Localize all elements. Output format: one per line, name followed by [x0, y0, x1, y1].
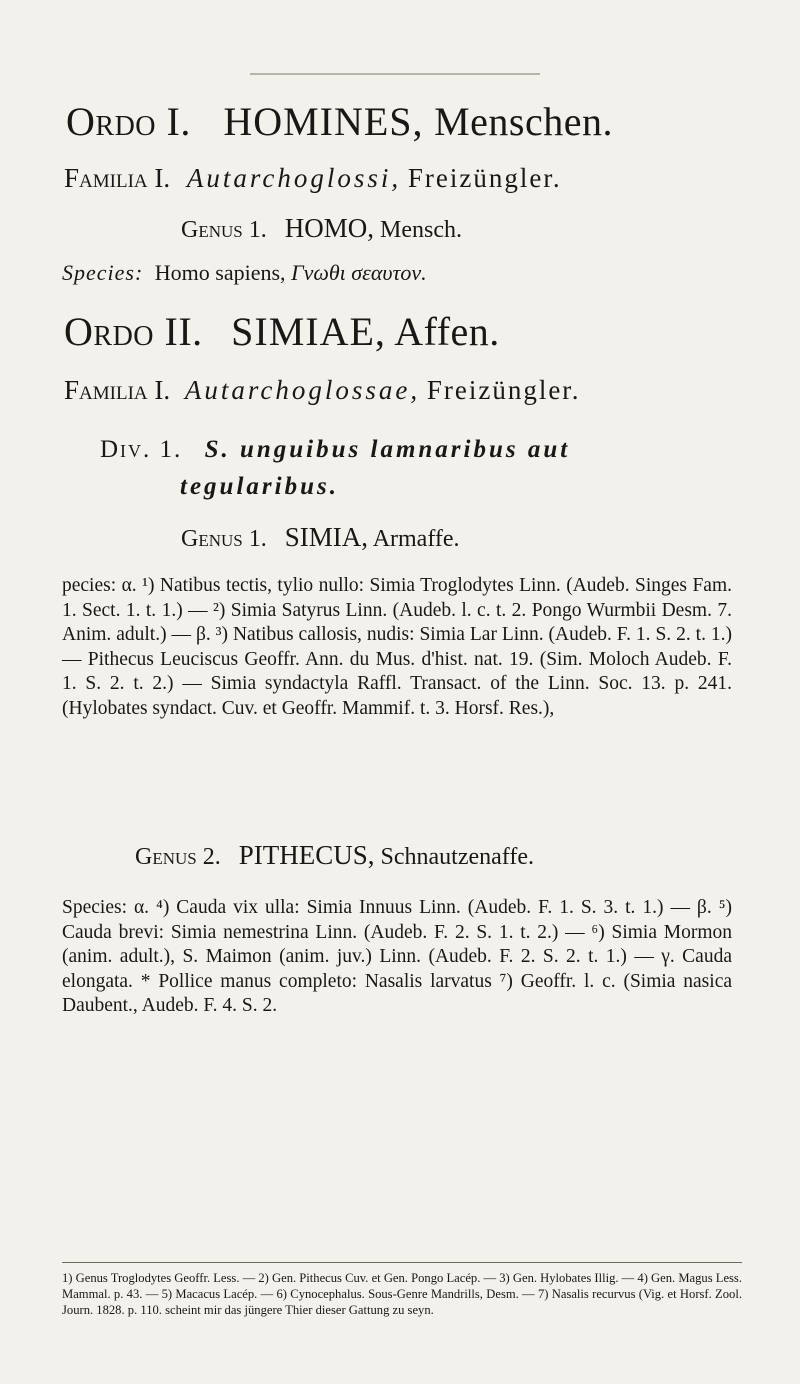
genus-simia-heading	[181, 522, 460, 553]
division-1-diagnosis: S. unguibus lamnaribus aut	[204, 436, 571, 463]
species-homo-label: Species:	[62, 260, 144, 285]
genus-simia-label: Genus 1.	[181, 526, 267, 552]
division-1-label: Div. 1.	[100, 436, 183, 463]
familia-1-heading	[64, 163, 562, 194]
genus-simia-vernacular: Armaffe.	[372, 526, 460, 552]
species-homo-greek: Γνωθι σεαυτον.	[291, 260, 427, 285]
division-1-diagnosis-cont: tegularibus.	[180, 473, 339, 500]
genus-pithecus-name: PITHECUS,	[238, 840, 375, 870]
species-homo-name: Homo sapiens,	[154, 260, 286, 285]
footnotes: 1) Genus Troglodytes Geoffr. Less. — 2) Gen. Pithecus Cuv. et Gen. Pongo Lacép. — 3) Gen. Hylobates Illig. — 4) Gen. Magus Less. Mammal. p. 43. — 5) Macacus Lacép. — 6) Cynocephalus. Sous-Genre Mandrills, Desm. — 7) Nasalis recurvus (Vig. et Horsf. Zool. Journ. 1828. p. 110. scheint mir das jüngere Thier dieser Gattung zu seyn.	[62, 1262, 742, 1319]
familia-1-name: Autarchoglossi,	[186, 163, 402, 193]
familia-2-heading	[64, 375, 581, 406]
page-edge-line	[250, 73, 540, 75]
division-1-line-2	[180, 473, 339, 501]
ordo-2-name: SIMIAE,	[231, 309, 386, 354]
division-1-line-1	[100, 436, 570, 464]
genus-pithecus-label: Genus 2.	[135, 844, 221, 870]
genus-simia-name: SIMIA,	[284, 522, 368, 552]
genus-homo-vernacular: Mensch.	[380, 217, 462, 243]
ordo-1-label: Ordo I.	[66, 99, 191, 144]
genus-homo-name: HOMO,	[284, 213, 374, 243]
simia-species-paragraph: pecies: α. ¹) Natibus tectis, tylio nullo: Simia Troglodytes Linn. (Audeb. Singes Fam. 1. Sect. 1. t. 1.) — ²) Simia Satyrus Linn. (Audeb. l. c. t. 2. Pongo Wurmbii Desm. 7. Anim. adult.) — β. ³) Natibus callosis, nudis: Simia Lar Linn. (Audeb. F. 1. S. 2. t. 1.) — Pithecus Leuciscus Geoffr. Ann. du Mus. d'hist. nat. 19. (Sim. Moloch Audeb. F. 1. S. 2. t. 2.) — Simia syndactyla Raffl. Transact. of the Linn. Soc. 13. p. 241. (Hylobates syndact. Cuv. et Geoffr. Mammif. t. 3. Horsf. Res.),	[62, 575, 732, 719]
pithecus-species-paragraph: Species: α. ⁴) Cauda vix ulla: Simia Innuus Linn. (Audeb. F. 1. S. 3. t. 1.) — β. ⁵) Cauda brevi: Simia nemestrina Linn. (Audeb. F. 2. S. 1. t. 2.) — ⁶) Simia Mormon (anim. adult.), S. Maimon (anim. juv.) Linn. (Audeb. F. 2. S. 2. t. 1.) — γ. Cauda elongata. * Pollice manus completo: Nasalis larvatus ⁷) Geoffr. l. c. (Simia nasica Daubent., Audeb. F. 4. S. 2.	[62, 897, 732, 1016]
ordo-1-vernacular: Menschen.	[434, 99, 613, 144]
familia-2-name: Autarchoglossae,	[184, 375, 421, 405]
genus-pithecus-heading	[135, 840, 534, 871]
familia-2-label: Familia I.	[64, 375, 171, 405]
genus-homo-label: Genus 1.	[181, 217, 267, 243]
genus-pithecus-vernacular: Schnautzenaffe.	[380, 844, 534, 870]
ordo-2-heading	[64, 308, 500, 355]
genus-homo-heading	[181, 213, 462, 244]
familia-1-vernacular: Freizüngler.	[407, 163, 562, 193]
ordo-1-name: HOMINES,	[223, 99, 424, 144]
ordo-2-label: Ordo II.	[64, 309, 203, 354]
ordo-1-heading	[66, 98, 613, 145]
species-homo-line	[62, 260, 427, 286]
ordo-2-vernacular: Affen.	[394, 309, 500, 354]
familia-2-vernacular: Freizüngler.	[426, 375, 581, 405]
familia-1-label: Familia I.	[64, 163, 171, 193]
